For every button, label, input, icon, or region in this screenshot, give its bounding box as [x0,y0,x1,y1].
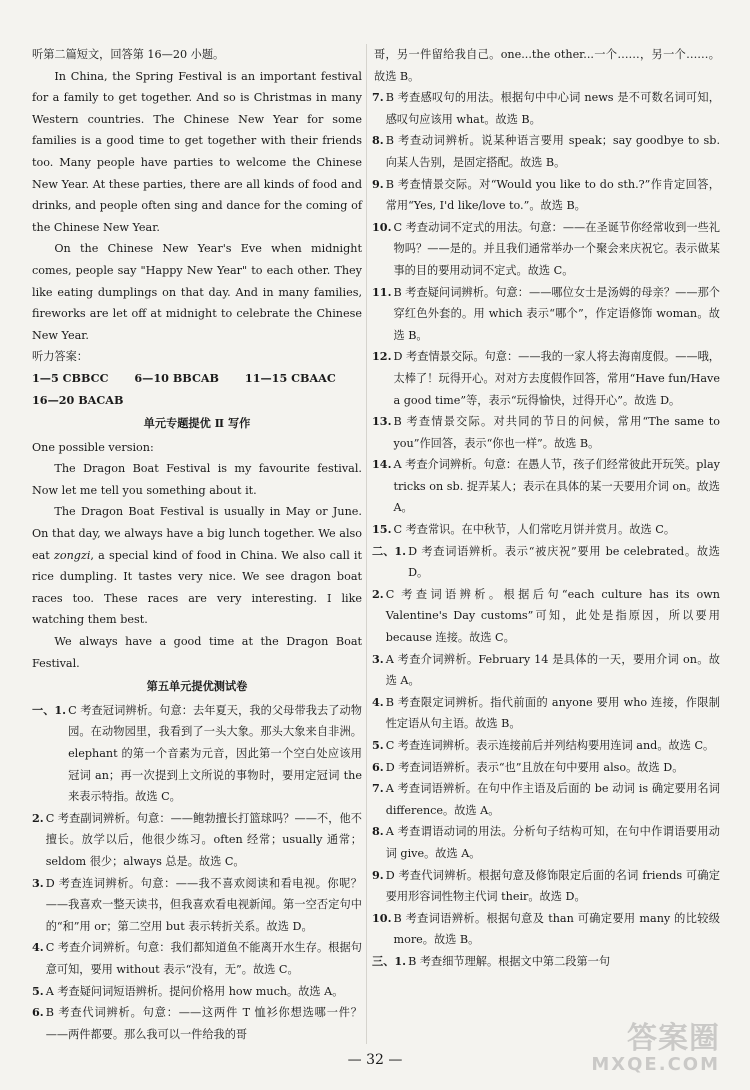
answer-item [372,692,720,735]
item-number: 11. [372,284,392,299]
item-number: 3. [32,875,44,890]
item-explanation: A 考查词语辨析。在句中作主语及后面的 be 动词 is 确定要用名词 difference。故选 A。 [385,782,720,817]
item-number: 9. [372,176,384,191]
item-number: 3. [372,651,384,666]
item-number: 2. [372,586,384,601]
answer-item [372,865,720,908]
item-explanation: B 考查细节理解。根据文中第二段第一句 [408,954,611,968]
page-number: — 32 — [347,1052,403,1068]
item-number: 4. [372,694,384,709]
item-number: 2. [32,810,44,825]
item-explanation: B 考查疑问词辨析。句意：——哪位女士是汤姆的母亲？——那个穿红色外套的。用 which 表示“哪个”，作定语修饰 woman。故选 B。 [393,285,720,342]
item-explanation: B 考查代词辨析。句意：——这两件 T 恤衫你想选哪一件？——两件都要。那么我可以一件给我的哥 [45,1006,362,1041]
answers-line-2 [32,390,362,412]
item-number: 12. [372,349,392,364]
item-explanation: C 考查词语辨析。根据后句“each culture has its own Valentine's Day customs”可知，此处是指原因，所以要用 because 连接。故选 C。 [385,587,720,645]
answer-item [32,873,362,938]
answer-item [372,649,720,692]
essay-paragraph-2 [32,501,362,631]
item-number: 7. [372,90,384,105]
item-number: 8. [372,824,384,839]
item-number: 6. [32,1005,44,1020]
item-explanation: A 考查谓语动词的用法。分析句子结构可知，在句中作谓语要用动词 give。故选 A。 [385,825,720,860]
answer-group: 11—15 CBAAC [244,370,336,385]
answers-label: 听力答案： [32,350,88,364]
listening-intro: 听第二篇短文，回答第 16—20 小题。 [32,48,225,61]
item-number: 5. [32,983,44,998]
answer-group: 6—10 BBCAB [134,370,219,385]
site-watermark [591,1021,720,1078]
item-number: 一、1. [32,702,67,717]
version-label: One possible version: [32,440,154,454]
answer-item [372,584,720,649]
answer-group: 1—5 CBBCC [32,370,109,385]
answer-item [32,1002,362,1045]
answer-item [372,217,720,282]
answer-item [372,130,720,173]
item-number: 15. [372,522,392,537]
item-number: 二、1. [372,543,407,558]
watermark-url: MXQE.COM [591,1054,720,1075]
essay-paragraph-3: We always have a good time at the Dragon Boat Festival. [32,635,362,670]
item-number: 6. [372,759,384,774]
item-explanation: D 考查词语辨析。表示“也”且放在句中要用 also。故选 D。 [385,760,684,774]
item-number: 13. [372,414,392,429]
essay-paragraph-1: The Dragon Boat Festival is my favourite festival. Now let me tell you something about it. [32,462,362,497]
item-explanation: C 考查动词不定式的用法。句意：——在圣诞节你经常收到一些礼物吗？——是的。并且我们通常举办一个聚会来庆祝它。表示做某事的目的要用动词不定式。故选 C。 [393,220,720,277]
answer-item [32,700,362,808]
item-explanation: A 考查介词辨析。句意：在愚人节，孩子们经常彼此开玩笑。play tricks on sb. 捉弄某人；表示在具体的某一天要用介词 on。故选 A。 [393,458,720,515]
essay-text: , a special kind of food in China. We also call it rice dumpling. It tastes very nice. We see dragon boat races too. These races are very interesting. I like watching them best. [32,548,362,627]
answer-item [372,87,720,130]
answer-item [32,937,362,980]
item-explanation: D 考查代词辨析。根据句意及修饰限定后面的名词 friends 可确定要用形容词性物主代词 their。故选 D。 [385,868,720,904]
watermark-logo: 答案圈 [627,1021,720,1056]
item-explanation: B 考查限定词辨析。指代前面的 anyone 要用 who 连接，作限制性定语从句主语。故选 B。 [385,695,720,731]
answer-item [32,981,362,1003]
left-column [32,44,362,1045]
answer-item [372,174,720,217]
answer-item [372,454,720,519]
essay-italic-word: zongzi [53,548,91,562]
answer-item [372,541,720,584]
passage-paragraph-1: In China, the Spring Festival is an important festival for a family to get together. And so is Christmas in many Western countries. The Chinese New Year for some families is a good time to get together with their friends too. Many people have parties to welcome the Chinese New Year. At these parties, there are all kinds of food and drinks, and people often sing and dance for the coming of the Chinese New Year. [32,69,362,234]
item-explanation: D 考查词语辨析。表示“被庆祝”要用 be celebrated。故选 D。 [408,544,720,580]
item-explanation: C 考查介词辨析。句意：我们都知道鱼不能离开水生存。根据句意可知，要用 without 表示“没有，无”。故选 C。 [45,941,362,976]
item-number: 三、1. [372,953,407,968]
answer-item [372,778,720,821]
item-explanation: C 考查副词辨析。句意：——鲍勃擅长打篮球吗？——不，他不擅长。放学以后，他很少练习。often 经常；usually 通常；seldom 很少；always 总是。故选 C。 [45,811,362,868]
item-explanation: C 考查连词辨析。表示连接前后并列结构要用连词 and。故选 C。 [385,739,715,752]
answer-group: 16—20 BACAB [32,392,124,407]
item-explanation: C 考查冠词辨析。句意：去年夏天，我的父母带我去了动物园。在动物园里，我看到了一头大象。那头大象来自非洲。elephant 的第一个音素为元音，因此第一个空白处应该用冠词 an；再一次提到上文所说的事物时，要用定冠词 the 来表示特指。故选 C。 [68,703,362,804]
answers-line-1 [32,368,362,390]
item-explanation: A 考查疑问词短语辨析。提问价格用 how much。故选 A。 [45,984,344,998]
item-explanation: A 考查介词辨析。February 14 是具体的一天，要用介词 on。故选 A。 [385,652,720,688]
item-explanation: B 考查情景交际。对“Would you like to do sth.?”作肯定回答，常用“Yes, I'd like/love to.”。故选 B。 [385,177,720,213]
item-number: 10. [372,910,392,925]
item-number: 14. [372,457,392,472]
item-number: 4. [32,940,44,955]
answer-item [32,808,362,873]
item-number: 7. [372,781,384,796]
item-explanation: B 考查动词辨析。说某种语言要用 speak；say goodbye to sb. 向某人告别，是固定搭配。故选 B。 [385,134,720,169]
item-explanation: B 考查词语辨析。根据句意及 than 可确定要用 many 的比较级 more。故选 B。 [393,911,720,947]
answer-item [372,346,720,411]
answer-item [372,951,720,973]
item-number: 5. [372,738,384,752]
answer-item [372,757,720,779]
answer-item [372,411,720,454]
item-number: 8. [372,133,384,148]
item-explanation: 哥，另一件留给我自己。one...the other...一个……，另一个……。故选 B。 [374,48,720,83]
item-number: 9. [372,867,384,882]
item-explanation: D 考查连词辨析。句意：——我不喜欢阅读和看电视。你呢？——我喜欢一整天读书，但我喜欢看电视新闻。第一空否定句中的“和”用 or；第二空用 but 表示转折关系。故选 D。 [45,876,362,933]
item-explanation: B 考查感叹句的用法。根据句中中心词 news 是不可数名词可知，感叹句应该用 what。故选 B。 [385,91,720,126]
answer-item [372,519,720,541]
answer-item [372,282,720,347]
answer-item [372,735,720,757]
item-explanation: B 考查情景交际。对共同的节日的问候，常用“The same to you”作回答，表示“你也一样”。故选 B。 [393,415,720,450]
column-divider [366,44,367,1044]
answer-item [372,44,720,87]
item-number: 10. [372,219,392,234]
writing-section-title: 单元专题提优 Ⅱ 写作 [143,416,251,431]
right-column [372,44,720,973]
answer-item [372,908,720,951]
answer-item [372,821,720,864]
item-explanation: C 考查常识。在中秋节，人们常吃月饼并赏月。故选 C。 [393,523,676,537]
passage-paragraph-2: On the Chinese New Year's Eve when midnight comes, people say "Happy New Year" to each other. They like eating dumplings on that day. And in many families, fireworks are let off at midnight to celebrate the Chinese New Year. [32,242,362,342]
test-title: 第五单元提优测试卷 [146,679,248,694]
item-explanation: D 考查情景交际。句意：——我的一家人将去海南度假。——哦，太棒了！玩得开心。对对方去度假作回答，常用“Have fun/Have a good time”等，表示“玩得愉快，过得开心”。故选 D。 [393,350,720,407]
essay-text: The Dragon Boat Festival is usually in May or June. On that day, we always have a big lunch together. We also eat [32,505,362,562]
